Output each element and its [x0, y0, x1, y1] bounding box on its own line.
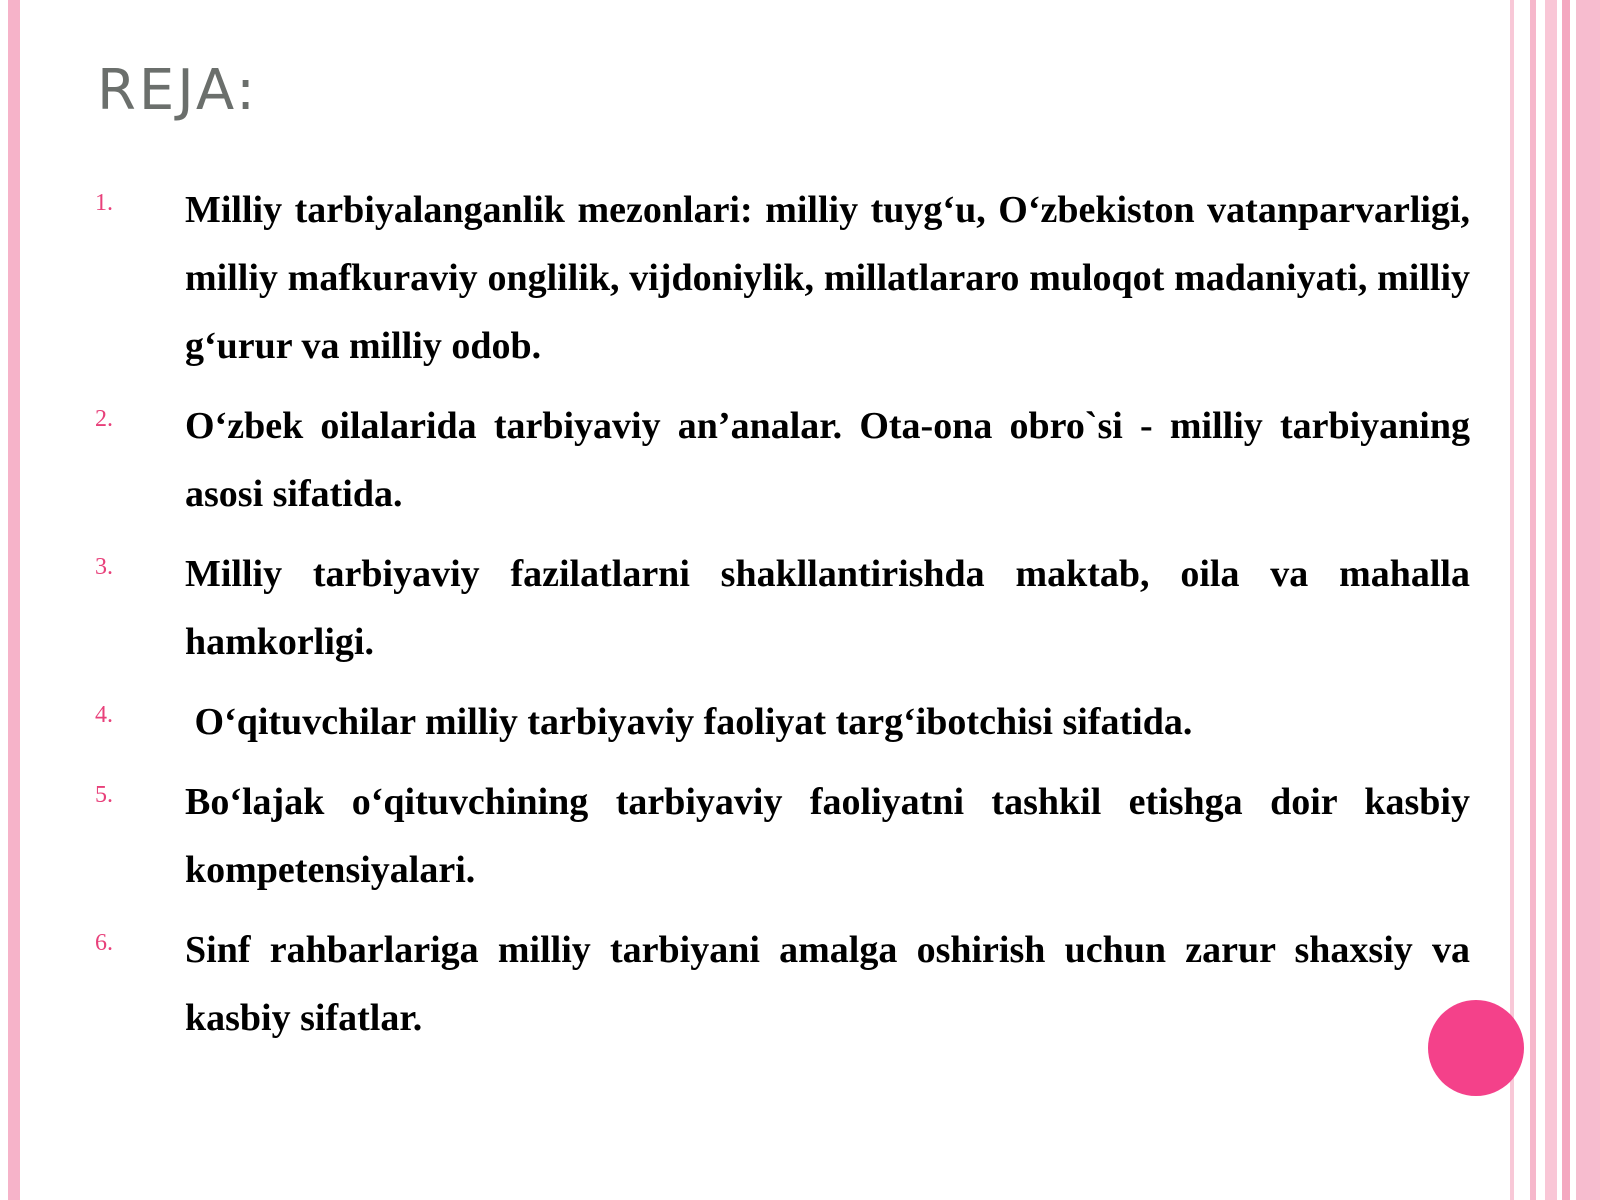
right-stripe [1576, 0, 1600, 1200]
item-text: O‘qituvchilar milliy tarbiyaviy faoliyat targ‘ibotchisi sifatida. [185, 701, 1193, 743]
slide-title: REJA: [97, 58, 259, 123]
list-item [95, 176, 1470, 380]
plan-list [95, 176, 1470, 1064]
decorative-pink-circle [1428, 1000, 1524, 1096]
list-item [95, 768, 1470, 904]
item-text: Bo‘lajak o‘qituvchining tarbiyaviy faoliyatni tashkil etishga doir kasbiy kompetensiyalari. [185, 781, 1470, 891]
item-number: 2. [95, 406, 113, 432]
item-text: Sinf rahbarlariga milliy tarbiyani amalga oshirish uchun zarur shaxsiy va kasbiy sifatlar. [185, 929, 1470, 1039]
item-number: 6. [95, 930, 113, 956]
item-number: 3. [95, 554, 113, 580]
right-stripe [1530, 0, 1536, 1200]
list-item [95, 540, 1470, 676]
right-stripe [1562, 0, 1570, 1200]
item-number: 4. [95, 702, 113, 728]
item-number: 5. [95, 782, 113, 808]
right-stripe [1545, 0, 1557, 1200]
item-text: Milliy tarbiyalanganlik mezonlari: milliy tuyg‘u, O‘zbekiston vatanparvarligi, milliy mafkuraviy onglilik, vijdoniylik, millatlararo muloqot madaniyati, milliy g‘urur va milliy odob. [185, 189, 1470, 367]
list-item [95, 392, 1470, 528]
item-text: Milliy tarbiyaviy fazilatlarni shakllantirishda maktab, oila va mahalla hamkorligi. [185, 553, 1470, 663]
list-item [95, 916, 1470, 1052]
list-item [95, 688, 1470, 756]
item-number: 1. [95, 190, 113, 216]
item-text: O‘zbek oilalarida tarbiyaviy an’analar. Ota-ona obro`si - milliy tarbiyaning asosi sifatida. [185, 405, 1470, 515]
left-decorative-bar [8, 0, 20, 1200]
